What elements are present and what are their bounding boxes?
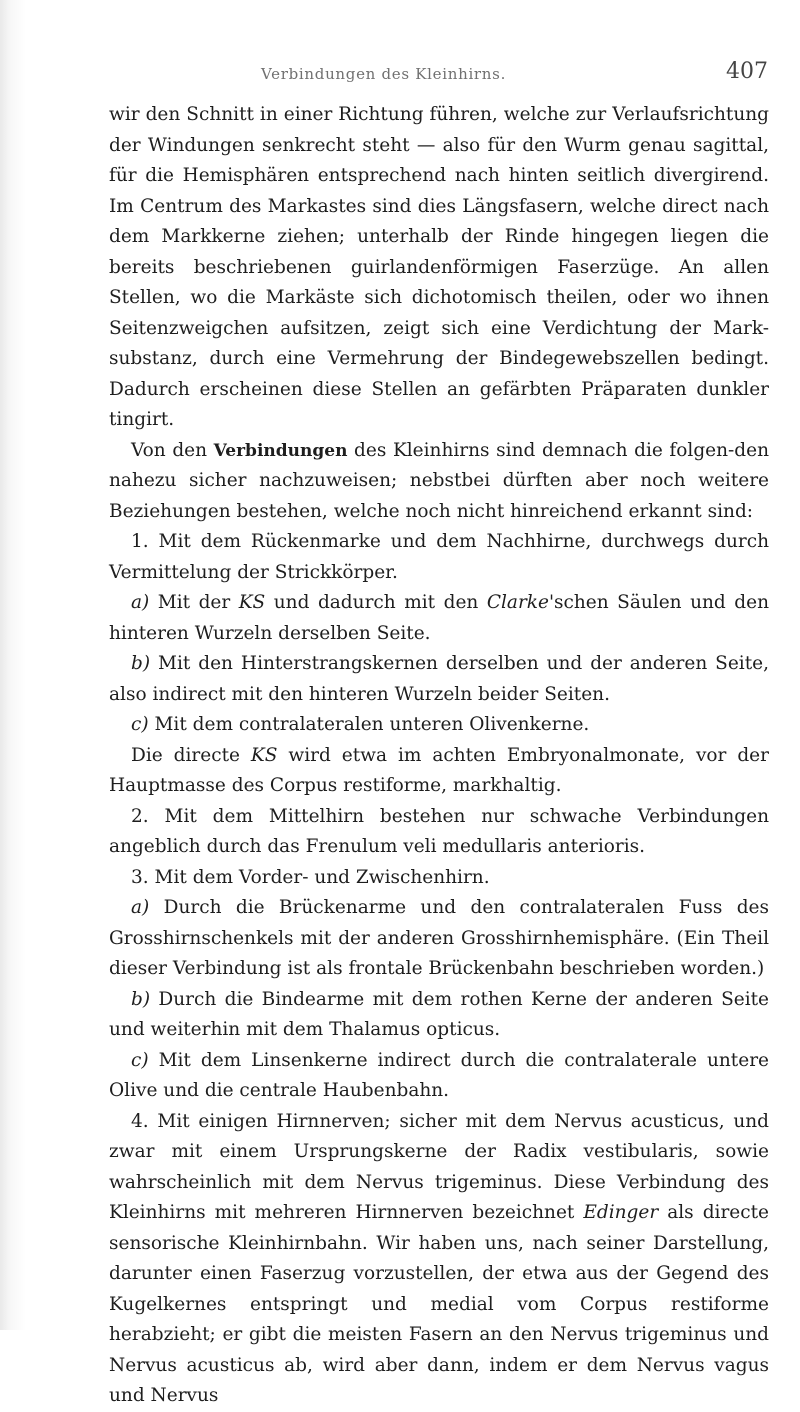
emphasized-term: Verbindungen bbox=[213, 440, 348, 461]
paragraph-p8 bbox=[109, 802, 769, 863]
text-segment: 2. Mit dem Mittelhirn bestehen nur schwache Verbindungen angeblich durch das Frenulum veli medullaris anterioris. bbox=[109, 805, 769, 857]
text-segment: als directe sensorische Kleinhirnbahn. Wir haben uns, nach seiner Darstellung, darunter einen Faserzug vorzustellen, der etwa aus der Gegend des Kugelkernes entspringt und medial vom Corpus restiforme herabzieht; er gibt die meisten Fasern an den Nervus trigeminus und Nervus acusticus ab, wird aber dann, indem er dem Nervus vagus und Nervus bbox=[109, 1202, 770, 1406]
paragraph-p4 bbox=[109, 588, 769, 649]
italic-text: KS bbox=[250, 744, 278, 766]
paragraph-p9 bbox=[109, 863, 769, 894]
paragraph-p11 bbox=[109, 985, 769, 1046]
italic-text: KS bbox=[238, 592, 266, 613]
body-text bbox=[109, 100, 769, 1412]
paragraph-p13 bbox=[109, 1107, 769, 1412]
text-segment: Mit dem contralateralen unteren Olivenkerne. bbox=[148, 714, 590, 735]
text-segment: 1. Mit dem Rückenmarke und dem Nachhirne, durchwegs durch Vermittelung der Strickkörper. bbox=[109, 531, 769, 583]
italic-text: a) bbox=[131, 897, 150, 918]
paragraph-p7 bbox=[109, 741, 769, 802]
text-segment: Mit der bbox=[149, 592, 239, 613]
text-segment: Von den bbox=[131, 439, 214, 461]
text-segment: Die directe bbox=[131, 744, 251, 766]
running-title: Verbindungen des Kleinhirns. bbox=[261, 65, 507, 83]
paragraph-p12 bbox=[109, 1046, 769, 1107]
text-segment: Mit dem Linsenkerne indirect durch die contralaterale untere Olive und die centrale Haubenbahn. bbox=[109, 1049, 769, 1101]
paragraph-p3 bbox=[109, 527, 769, 588]
text-segment: Mit den Hinterstrangskernen derselben und der anderen Seite, also indirect mit den hinteren Wurzeln beider Seiten. bbox=[109, 653, 769, 705]
text-segment: 4. Mit einigen Hirnnerven; sicher mit dem Nervus acusticus, und zwar mit einem Ursprungskerne der Radix vestibularis, sowie wahrscheinlich mit dem Nervus trigeminus. Diese Verbindung des Kleinhirns mit mehreren Hirnnerven bezeichnet bbox=[109, 1110, 769, 1223]
text-segment: und dadurch mit den bbox=[265, 592, 487, 613]
italic-text: c) bbox=[131, 1049, 149, 1071]
paragraph-p6 bbox=[109, 710, 769, 741]
italic-text: Edinger bbox=[583, 1202, 659, 1223]
text-segment: wir den Schnitt in einer Richtung führen, welche zur Verlaufsrichtung der Windungen senkrecht steht — also für den Wurm genau sagittal, für die Hemisphären entsprechend nach hinten seitlich divergirend. Im Centrum des Markastes sind dies Längsfasern, welche direct nach dem Markkerne ziehen; unterhalb der Rinde hingegen liegen die bereits beschriebenen guirlandenförmigen Faserzüge. An allen Stellen, wo die Markäste sich dichotomisch theilen, oder wo ihnen Seitenzweigchen aufsitzen, zeigt sich eine Verdichtung der Mark-substanz, durch eine Vermehrung der Bindegewebszellen bedingt. Dadurch erscheinen diese Stellen an gefärbten Präparaten dunkler tingirt. bbox=[109, 104, 769, 430]
text-segment: Durch die Brückenarme und den contralateralen Fuss des Grosshirnschenkels mit der anderen Grosshirnhemisphäre. (Ein Theil dieser Verbindung ist als frontale Brückenbahn beschrieben worden.) bbox=[109, 897, 769, 979]
italic-text: a) bbox=[131, 592, 150, 613]
text-segment: 3. Mit dem Vorder- und Zwischenhirn. bbox=[131, 866, 490, 888]
page-number: 407 bbox=[726, 59, 768, 84]
paragraph-p2 bbox=[109, 436, 769, 528]
paragraph-p5 bbox=[109, 649, 769, 710]
italic-text: Clarke bbox=[486, 592, 549, 613]
text-segment: wird etwa im achten Embryonalmonate, vor der Hauptmasse des Corpus restiforme, markhaltig. bbox=[109, 744, 769, 796]
page-header bbox=[0, 59, 800, 85]
italic-text: b) bbox=[131, 988, 151, 1010]
italic-text: b) bbox=[131, 653, 151, 674]
text-segment: des Kleinhirns sind demnach die folgen-den nahezu sicher nachzuweisen; nebstbei dürften aber noch weitere Beziehungen bestehen, welche noch nicht hinreichend erkannt sind: bbox=[109, 439, 769, 522]
text-segment: Durch die Bindearme mit dem rothen Kerne der anderen Seite und weiterhin mit dem Thalamus opticus. bbox=[109, 988, 769, 1040]
text-segment: 'schen Säulen und den hinteren Wurzeln derselben Seite. bbox=[109, 592, 769, 644]
paragraph-p1 bbox=[109, 100, 769, 436]
italic-text: c) bbox=[131, 714, 149, 735]
paragraph-p10 bbox=[109, 893, 769, 985]
